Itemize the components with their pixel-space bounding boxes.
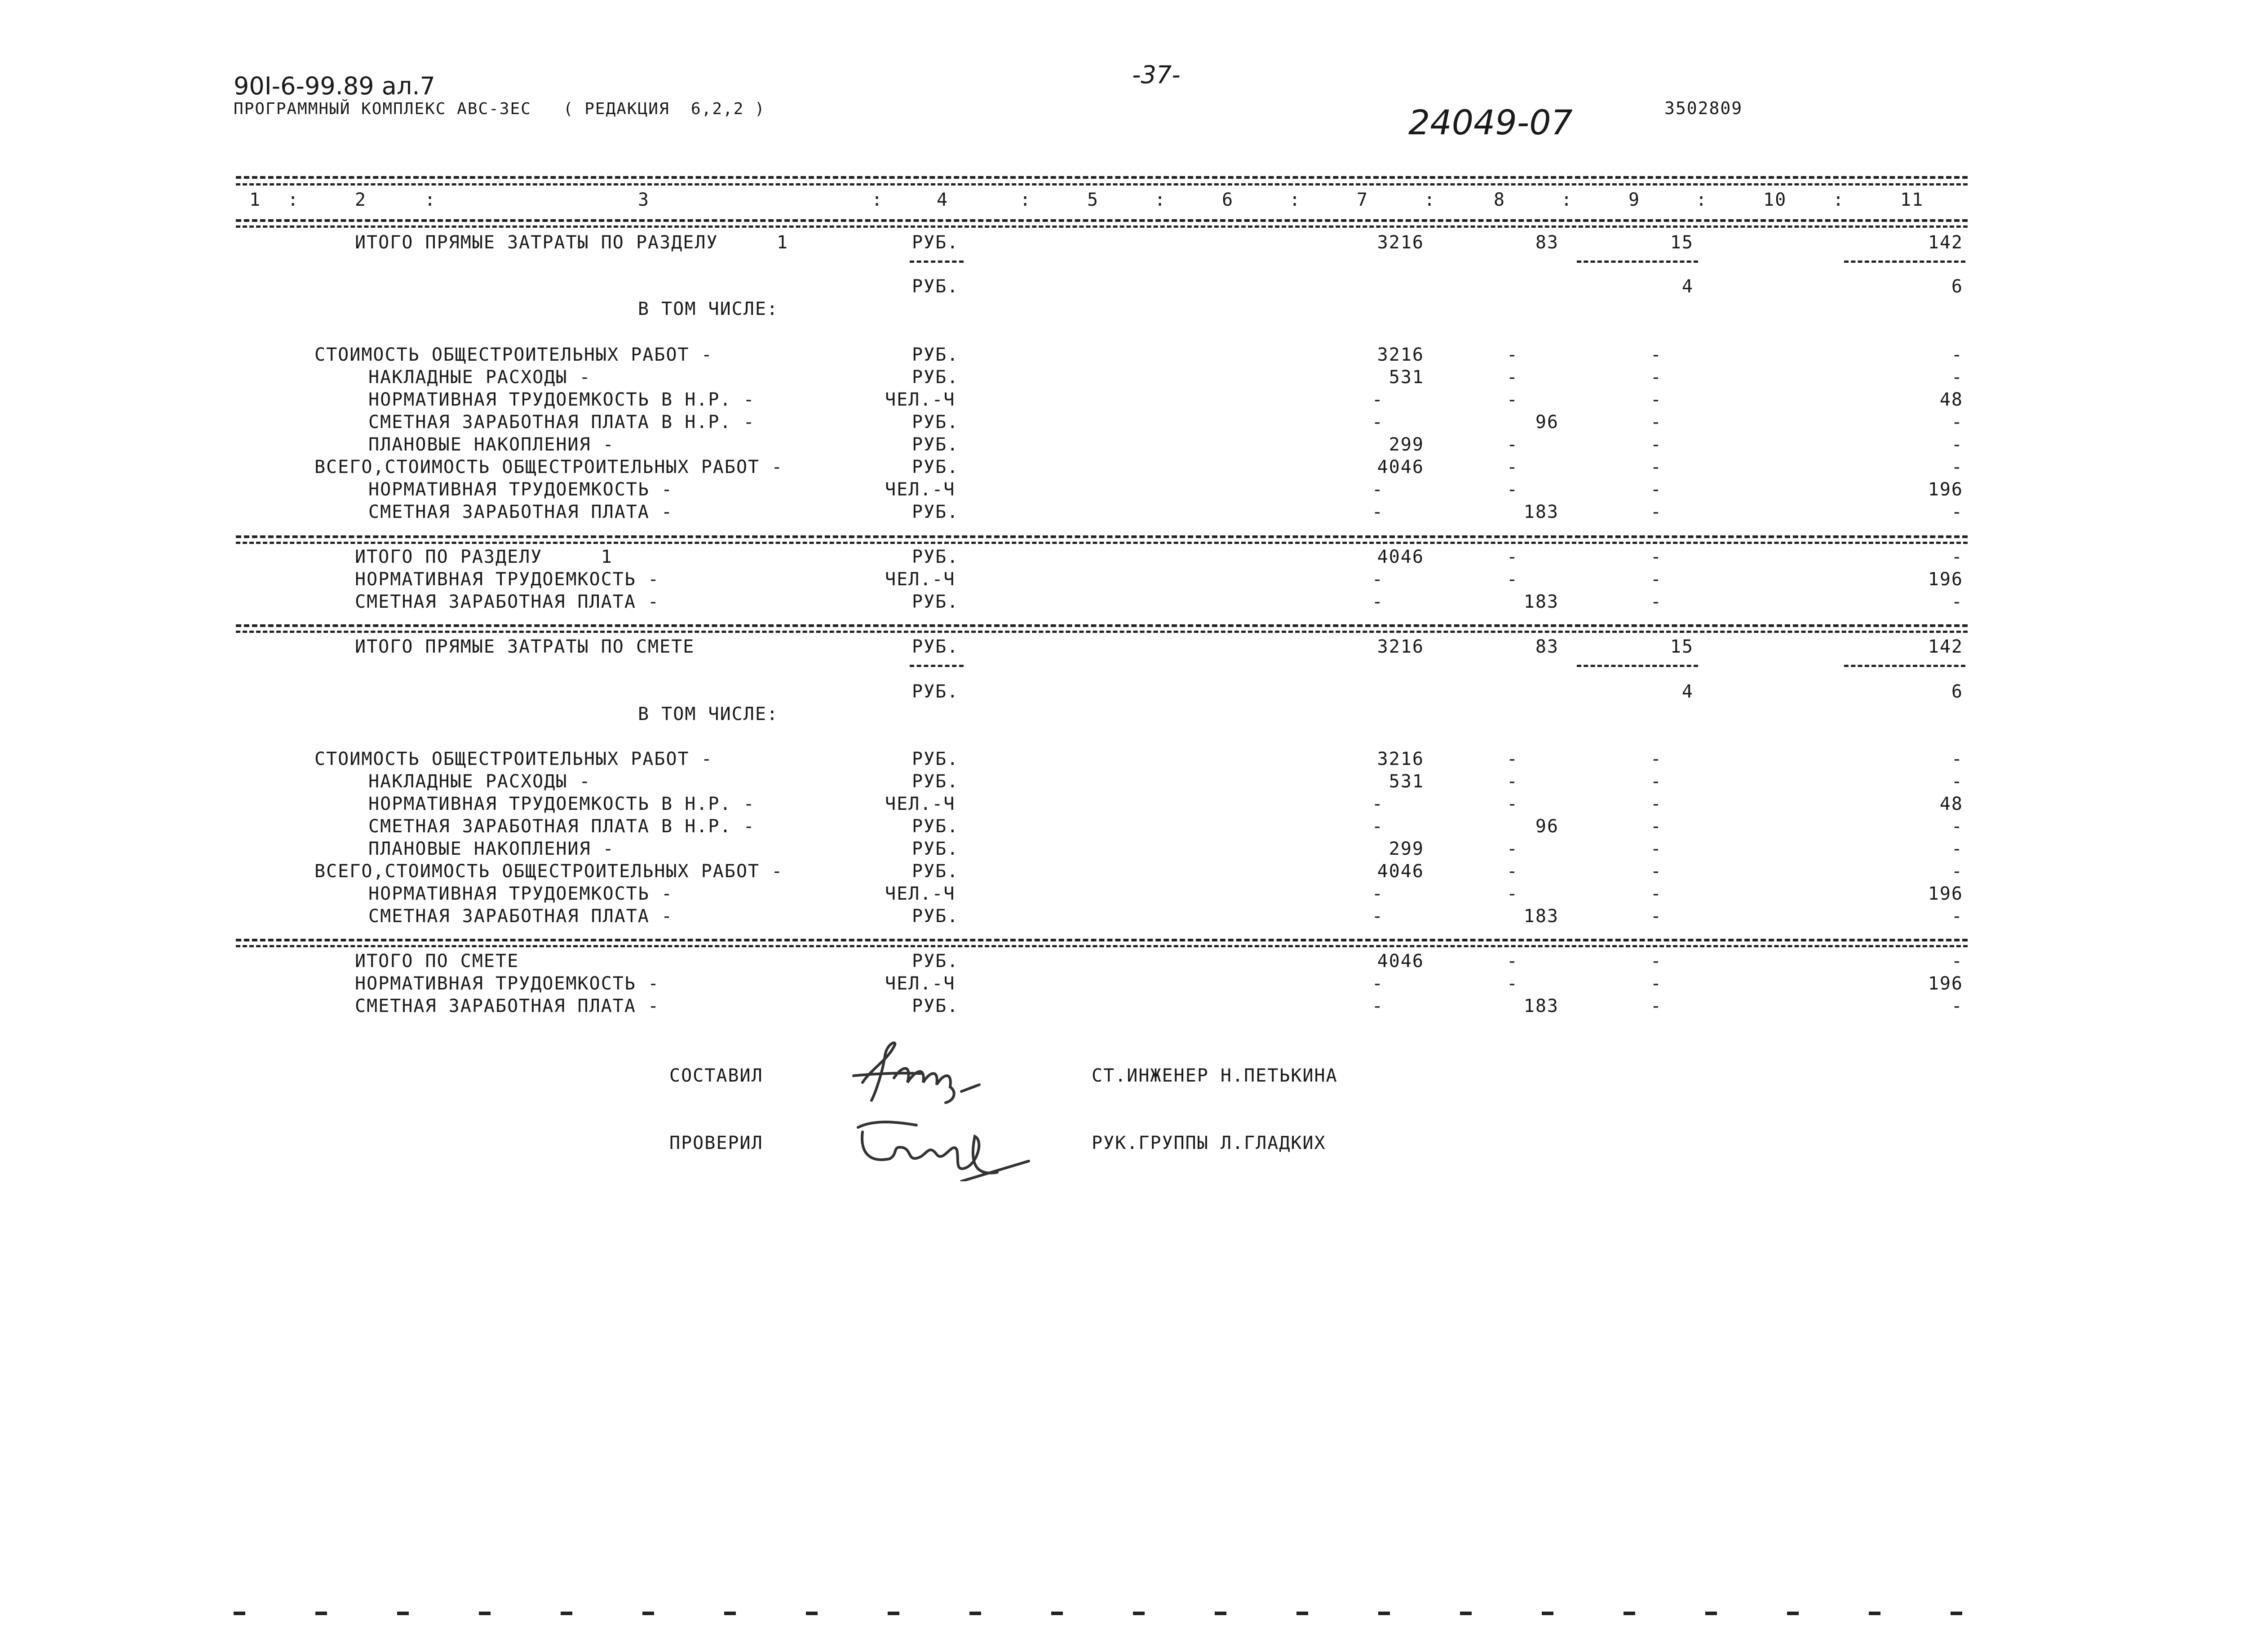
column-number: 3 xyxy=(638,190,650,210)
column-number: 2 xyxy=(355,190,367,210)
signature-checked-icon xyxy=(849,1114,1047,1181)
checked-by: РУК.ГРУППЫ Л.ГЛАДКИХ xyxy=(1092,1133,1326,1153)
col8-value: - xyxy=(1506,479,1518,500)
col9-value: 15 xyxy=(1670,232,1694,253)
row-label: НАКЛАДНЫЕ РАСХОДЫ - xyxy=(368,771,591,792)
col11-underline xyxy=(1844,665,1965,667)
row-label: ИТОГО ПРЯМЫЕ ЗАТРАТЫ ПО СМЕТЕ xyxy=(355,636,695,657)
row-label: СМЕТНАЯ ЗАРАБОТНАЯ ПЛАТА - xyxy=(368,906,673,927)
col7-value: - xyxy=(1371,412,1384,433)
header-rule-top xyxy=(236,176,1968,179)
column-separator: : xyxy=(1833,190,1845,210)
unit-underline xyxy=(910,261,964,263)
col11-value: 142 xyxy=(1928,232,1963,253)
row-label: НОРМАТИВНАЯ ТРУДОЕМКОСТЬ В Н.Р. - xyxy=(368,794,755,814)
row-unit: РУБ. xyxy=(912,839,959,859)
row-unit: ЧЕЛ.-Ч xyxy=(885,389,956,410)
col7-value: 4046 xyxy=(1377,547,1424,567)
row-unit: РУБ. xyxy=(912,345,959,365)
row-unit: РУБ. xyxy=(912,276,959,297)
col7-value: 4046 xyxy=(1377,457,1424,477)
row-label: ИТОГО ПРЯМЫЕ ЗАТРАТЫ ПО РАЗДЕЛУ 1 xyxy=(355,232,789,253)
col7-value: 531 xyxy=(1389,367,1424,388)
document-code: 90I-6-99.89 ал.7 xyxy=(234,72,435,100)
col9-value: - xyxy=(1650,816,1662,837)
col11-value: 196 xyxy=(1928,569,1963,590)
col9-value: - xyxy=(1650,973,1662,994)
col7-value: - xyxy=(1371,569,1384,590)
header-rule-bottom xyxy=(236,219,1968,222)
col7-value: - xyxy=(1371,973,1384,994)
row-label: ПЛАНОВЫЕ НАКОПЛЕНИЯ - xyxy=(368,434,615,455)
bottom-dash-row xyxy=(234,1612,1968,1615)
column-number: 10 xyxy=(1763,190,1787,210)
col11-underline xyxy=(1844,261,1965,263)
column-separator: : xyxy=(872,190,884,210)
col8-value: - xyxy=(1506,861,1518,882)
col8-value: - xyxy=(1506,749,1518,769)
col7-value: - xyxy=(1371,794,1384,814)
col7-value: 4046 xyxy=(1377,861,1424,882)
col9-value: - xyxy=(1650,883,1662,904)
col11-value: - xyxy=(1951,592,1963,612)
col9-value: - xyxy=(1650,345,1662,365)
col9-value: - xyxy=(1650,996,1662,1016)
col11-value: - xyxy=(1951,906,1963,927)
col7-value: 3216 xyxy=(1377,232,1424,253)
row-unit: РУБ. xyxy=(912,547,959,567)
col9-value: - xyxy=(1650,951,1662,972)
col9-value: - xyxy=(1650,839,1662,859)
section-divider xyxy=(236,535,1968,538)
row-unit: РУБ. xyxy=(912,367,959,388)
row-unit: РУБ. xyxy=(912,771,959,792)
col8-value: 183 xyxy=(1523,592,1559,612)
estimate-divider-2 xyxy=(236,631,1968,633)
col7-value: - xyxy=(1371,883,1384,904)
col8-value: 96 xyxy=(1535,816,1559,837)
col11-value: - xyxy=(1951,412,1963,433)
row-label: СТОИМОСТЬ ОБЩЕСТРОИТЕЛЬНЫХ РАБОТ - xyxy=(314,749,713,769)
col11-value: - xyxy=(1951,951,1963,972)
row-label: СМЕТНАЯ ЗАРАБОТНАЯ ПЛАТА - xyxy=(355,996,660,1016)
row-label: ВСЕГО,СТОИМОСТЬ ОБЩЕСТРОИТЕЛЬНЫХ РАБОТ - xyxy=(314,861,783,882)
estimate-total-divider xyxy=(236,939,1968,941)
col8-value: - xyxy=(1506,389,1518,410)
row-unit: РУБ. xyxy=(912,457,959,477)
row-label: ИТОГО ПО СМЕТЕ xyxy=(355,951,519,972)
estimate-total-divider-2 xyxy=(236,945,1968,947)
col11-value: - xyxy=(1951,367,1963,388)
row-label: НОРМАТИВНАЯ ТРУДОЕМКОСТЬ - xyxy=(355,973,660,994)
row-label: СМЕТНАЯ ЗАРАБОТНАЯ ПЛАТА В Н.Р. - xyxy=(368,412,755,433)
row-label: СМЕТНАЯ ЗАРАБОТНАЯ ПЛАТА - xyxy=(355,592,660,612)
col11-value: 6 xyxy=(1951,681,1963,702)
col7-value: 299 xyxy=(1389,434,1424,455)
column-separator: : xyxy=(425,190,437,210)
compiled-by: СТ.ИНЖЕНЕР Н.ПЕТЬКИНА xyxy=(1092,1065,1338,1086)
column-separator: : xyxy=(1424,190,1436,210)
col9-value: - xyxy=(1650,434,1662,455)
row-unit: ЧЕЛ.-Ч xyxy=(885,569,956,590)
col9-value: - xyxy=(1650,906,1662,927)
col8-value: 96 xyxy=(1535,412,1559,433)
row-label: ВСЕГО,СТОИМОСТЬ ОБЩЕСТРОИТЕЛЬНЫХ РАБОТ - xyxy=(314,457,783,477)
unit-underline xyxy=(910,665,964,667)
row-unit: РУБ. xyxy=(912,681,959,702)
col8-value: - xyxy=(1506,951,1518,972)
col8-value: - xyxy=(1506,771,1518,792)
row-unit: РУБ. xyxy=(912,951,959,972)
col9-value: - xyxy=(1650,749,1662,769)
col9-value: - xyxy=(1650,569,1662,590)
col8-value: 83 xyxy=(1535,232,1559,253)
col11-value: - xyxy=(1951,434,1963,455)
col9-value: - xyxy=(1650,457,1662,477)
column-separator: : xyxy=(1155,190,1167,210)
col9-value: - xyxy=(1650,592,1662,612)
row-unit: ЧЕЛ.-Ч xyxy=(885,794,956,814)
column-number: 7 xyxy=(1357,190,1369,210)
row-unit: РУБ. xyxy=(912,996,959,1016)
row-label: НАКЛАДНЫЕ РАСХОДЫ - xyxy=(368,367,591,388)
col9-value: - xyxy=(1650,479,1662,500)
estimate-divider xyxy=(236,624,1968,627)
col7-value: - xyxy=(1371,906,1384,927)
col9-value: 15 xyxy=(1670,636,1694,657)
col8-value: - xyxy=(1506,839,1518,859)
col11-value: 48 xyxy=(1939,794,1963,814)
row-label: ИТОГО ПО РАЗДЕЛУ 1 xyxy=(355,547,613,567)
col8-value: - xyxy=(1506,345,1518,365)
col8-value: - xyxy=(1506,457,1518,477)
row-unit: РУБ. xyxy=(912,906,959,927)
col11-value: - xyxy=(1951,816,1963,837)
col9-value: - xyxy=(1650,547,1662,567)
checked-label: ПРОВЕРИЛ xyxy=(669,1133,763,1153)
column-number: 5 xyxy=(1087,190,1099,210)
col8-value: - xyxy=(1506,973,1518,994)
column-number: 9 xyxy=(1628,190,1641,210)
col9-value: - xyxy=(1650,389,1662,410)
row-label: СМЕТНАЯ ЗАРАБОТНАЯ ПЛАТА - xyxy=(368,502,673,522)
col7-value: 3216 xyxy=(1377,636,1424,657)
col8-value: 83 xyxy=(1535,636,1559,657)
col11-value: 196 xyxy=(1928,973,1963,994)
col7-value: 531 xyxy=(1389,771,1424,792)
col11-value: - xyxy=(1951,502,1963,522)
row-label: СМЕТНАЯ ЗАРАБОТНАЯ ПЛАТА В Н.Р. - xyxy=(368,816,755,837)
page-number: -37- xyxy=(1132,61,1181,89)
col8-value: - xyxy=(1506,569,1518,590)
col7-value: 4046 xyxy=(1377,951,1424,972)
column-number: 4 xyxy=(937,190,949,210)
column-separator: : xyxy=(1561,190,1573,210)
col7-value: 3216 xyxy=(1377,345,1424,365)
col11-value: - xyxy=(1951,547,1963,567)
col9-underline xyxy=(1577,665,1698,667)
col8-value: - xyxy=(1506,794,1518,814)
col9-value: - xyxy=(1650,794,1662,814)
col9-underline xyxy=(1577,261,1698,263)
column-number: 8 xyxy=(1494,190,1506,210)
row-unit: ЧЕЛ.-Ч xyxy=(885,973,956,994)
col7-value: 3216 xyxy=(1377,749,1424,769)
column-separator: : xyxy=(1020,190,1032,210)
row-label: НОРМАТИВНАЯ ТРУДОЕМКОСТЬ - xyxy=(355,569,660,590)
col8-value: - xyxy=(1506,883,1518,904)
column-number: 11 xyxy=(1900,190,1924,210)
col8-value: 183 xyxy=(1523,996,1559,1016)
col7-value: - xyxy=(1371,996,1384,1016)
row-unit: ЧЕЛ.-Ч xyxy=(885,479,956,500)
col8-value: 183 xyxy=(1523,502,1559,522)
row-label: НОРМАТИВНАЯ ТРУДОЕМКОСТЬ - xyxy=(368,479,673,500)
including-heading: В ТОМ ЧИСЛЕ: xyxy=(638,704,779,724)
col11-value: - xyxy=(1951,839,1963,859)
including-heading: В ТОМ ЧИСЛЕ: xyxy=(638,299,779,319)
row-label: НОРМАТИВНАЯ ТРУДОЕМКОСТЬ - xyxy=(368,883,673,904)
column-separator: : xyxy=(1696,190,1708,210)
header-rule-top-2 xyxy=(236,183,1968,186)
col7-value: - xyxy=(1371,502,1384,522)
row-unit: РУБ. xyxy=(912,592,959,612)
col11-value: 196 xyxy=(1928,883,1963,904)
serial-number: 3502809 xyxy=(1664,98,1743,118)
row-unit: РУБ. xyxy=(912,861,959,882)
col7-value: - xyxy=(1371,816,1384,837)
col11-value: - xyxy=(1951,771,1963,792)
col11-value: 142 xyxy=(1928,636,1963,657)
col11-value: 6 xyxy=(1951,276,1963,297)
col8-value: - xyxy=(1506,547,1518,567)
program-line: ПРОГРАММНЫЙ КОМПЛЕКС АВС-3ЕС ( РЕДАКЦИЯ 6,2,2 ) xyxy=(234,100,765,118)
col9-value: 4 xyxy=(1681,681,1694,702)
col9-value: 4 xyxy=(1681,276,1694,297)
row-unit: РУБ. xyxy=(912,816,959,837)
row-label: СТОИМОСТЬ ОБЩЕСТРОИТЕЛЬНЫХ РАБОТ - xyxy=(314,345,713,365)
column-separator: : xyxy=(1289,190,1301,210)
row-unit: РУБ. xyxy=(912,636,959,657)
row-label: ПЛАНОВЫЕ НАКОПЛЕНИЯ - xyxy=(368,839,615,859)
header-rule-bottom-2 xyxy=(236,225,1968,228)
col7-value: - xyxy=(1371,592,1384,612)
column-number: 6 xyxy=(1222,190,1234,210)
row-label: НОРМАТИВНАЯ ТРУДОЕМКОСТЬ В Н.Р. - xyxy=(368,389,755,410)
col11-value: - xyxy=(1951,996,1963,1016)
handwritten-code: 24049-07 xyxy=(1408,102,1573,142)
col11-value: 48 xyxy=(1939,389,1963,410)
col9-value: - xyxy=(1650,367,1662,388)
col7-value: - xyxy=(1371,389,1384,410)
compiled-label: СОСТАВИЛ xyxy=(669,1065,763,1086)
col11-value: - xyxy=(1951,749,1963,769)
section-divider-2 xyxy=(236,542,1968,544)
col9-value: - xyxy=(1650,502,1662,522)
col11-value: - xyxy=(1951,345,1963,365)
row-unit: РУБ. xyxy=(912,502,959,522)
col7-value: 299 xyxy=(1389,839,1424,859)
row-unit: РУБ. xyxy=(912,232,959,253)
col11-value: - xyxy=(1951,861,1963,882)
row-unit: РУБ. xyxy=(912,412,959,433)
row-unit: ЧЕЛ.-Ч xyxy=(885,883,956,904)
row-unit: РУБ. xyxy=(912,434,959,455)
column-number: 1 xyxy=(249,190,261,210)
col8-value: - xyxy=(1506,367,1518,388)
col8-value: 183 xyxy=(1523,906,1559,927)
col9-value: - xyxy=(1650,861,1662,882)
col8-value: - xyxy=(1506,434,1518,455)
col11-value: 196 xyxy=(1928,479,1963,500)
col9-value: - xyxy=(1650,412,1662,433)
signature-compiled-icon xyxy=(845,1029,1033,1109)
column-separator: : xyxy=(288,190,300,210)
col11-value: - xyxy=(1951,457,1963,477)
row-unit: РУБ. xyxy=(912,749,959,769)
col9-value: - xyxy=(1650,771,1662,792)
col7-value: - xyxy=(1371,479,1384,500)
